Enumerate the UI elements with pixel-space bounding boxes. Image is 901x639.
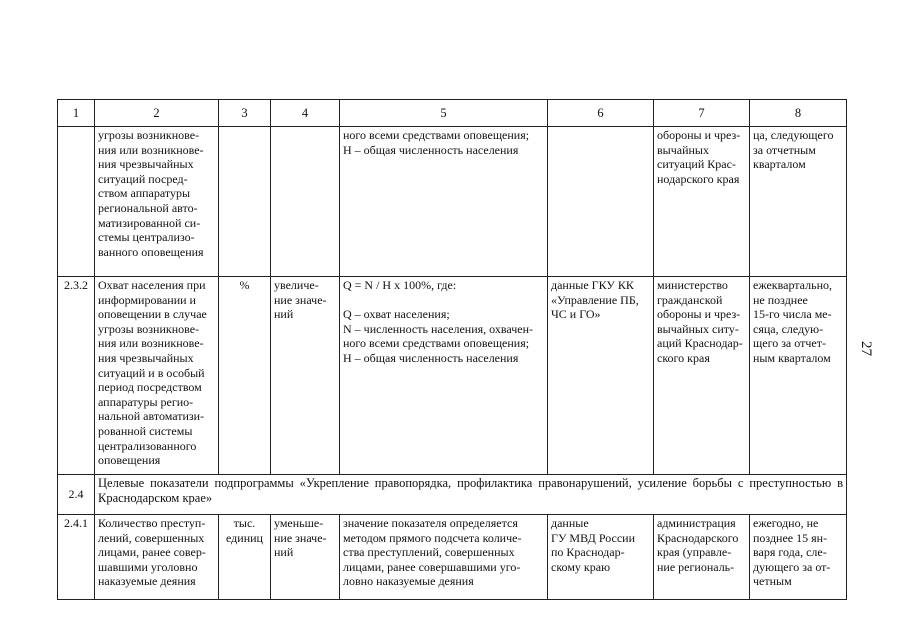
table-row-2-4-1 [58, 515, 847, 600]
responsible-cell: обороны и чрез- вычайных ситуаций Крас- нодарского края [654, 127, 750, 277]
row-number-cell: 2.4 [58, 475, 95, 515]
source-cell [548, 127, 654, 277]
source-cell: данные ГКУ КК «Управление ПБ, ЧС и ГО» [548, 277, 654, 475]
formula-cell: ного всеми средствами оповещения; Н – общая численность населения [340, 127, 548, 277]
header-cell: 3 [219, 100, 271, 127]
deadline-cell: ежегодно, не позднее 15 ян- варя года, сле- дующего за от- четным [750, 515, 847, 600]
trend-cell [271, 127, 340, 277]
indicators-table [57, 99, 847, 600]
header-cell: 6 [548, 100, 654, 127]
indicator-name-cell: Охват населения при информировании и оповещении в случае угрозы возникнове- ния или возникнове- ния чрезвычайных ситуаций и в особый период посредством аппаратуры регио- нальной автоматизи- рованной системы централизованного оповещения [95, 277, 219, 475]
unit-cell [219, 127, 271, 277]
header-cell: 4 [271, 100, 340, 127]
deadline-cell: ежеквартально, не позднее 15-го числа ме- сяца, следую- щего за отчет- ным кварталом [750, 277, 847, 475]
header-cell: 5 [340, 100, 548, 127]
header-cell: 7 [654, 100, 750, 127]
unit-cell: тыс. единиц [219, 515, 271, 600]
row-number-cell [58, 127, 95, 277]
page-number: 27 [858, 341, 874, 356]
table-row-2-4 [58, 475, 847, 515]
table-row-continued [58, 127, 847, 277]
trend-cell: уменьше- ние значе- ний [271, 515, 340, 600]
header-cell: 2 [95, 100, 219, 127]
header-cell: 8 [750, 100, 847, 127]
responsible-cell: администрация Краснодарского края (управле- ние региональ- [654, 515, 750, 600]
deadline-cell: ца, следующего за отчетным кварталом [750, 127, 847, 277]
subprogram-title-cell: Целевые показатели подпрограммы «Укрепление правопорядка, профилактика правонарушений, усиление борьбы с преступностью в Краснодарском крае» [95, 475, 847, 515]
trend-cell: увеличе- ние значе- ний [271, 277, 340, 475]
row-number-cell: 2.3.2 [58, 277, 95, 475]
source-cell: данные ГУ МВД России по Краснодар- скому краю [548, 515, 654, 600]
indicator-name-cell: угрозы возникнове- ния или возникнове- ния чрезвычайных ситуаций посред- ством аппаратуры региональной авто- матизированной си- стемы централизо- ванного оповещения [95, 127, 219, 277]
indicator-name-cell: Количество преступ- лений, совершенных лицами, ранее совер- шавшими уголовно наказуемые деяния [95, 515, 219, 600]
responsible-cell: министерство гражданской обороны и чрез- вычайных ситу- аций Краснодар- ского края [654, 277, 750, 475]
formula-cell: значение показателя определяется методом прямого подсчета количе- ства преступлений, совершенных лицами, ранее совершавшими уго- ловно наказуемые деяния [340, 515, 548, 600]
table-row-2-3-2 [58, 277, 847, 475]
formula-cell: Q = N / H х 100%, где: Q – охват населения; N – численность населения, охвачен- ного всеми средствами оповещения; Н – общая численность населения [340, 277, 548, 475]
header-cell: 1 [58, 100, 95, 127]
row-number-cell: 2.4.1 [58, 515, 95, 600]
table-header-row [58, 100, 847, 127]
unit-cell: % [219, 277, 271, 475]
